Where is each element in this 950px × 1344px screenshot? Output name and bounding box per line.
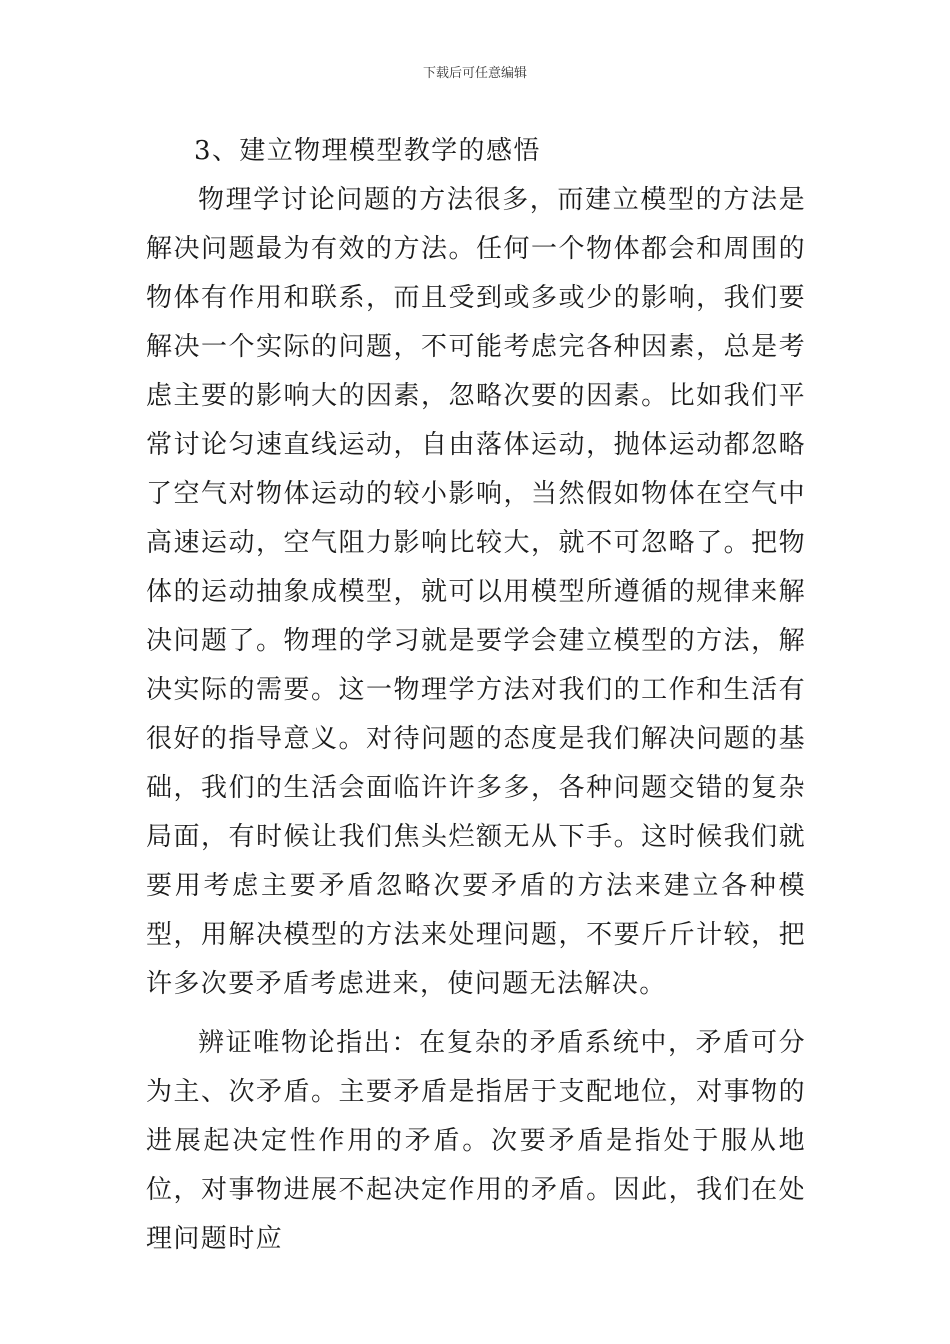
paragraph-dialectical-materialism: 辨证唯物论指出：在复杂的矛盾系统中，矛盾可分为主、次矛盾。主要矛盾是指居于支配地位，对事物的进展起决定性作用的矛盾。次要矛盾是指处于服从地位，对事物进展不起决定作用的矛盾。因此，我们在处理问题时应 — [146, 1028, 806, 1254]
paragraph-modeling-method: 物理学讨论问题的方法很多，而建立模型的方法是解决问题最为有效的方法。任何一个物体都会和周围的物体有作用和联系，而且受到或多或少的影响，我们要解决一个实际的问题，不可能考虑完各种因素，总是考虑主要的影响大的因素，忽略次要的因素。比如我们平常讨论匀速直线运动，自由落体运动，抛体运动都忽略了空气对物体运动的较小影响，当然假如物体在空气中高速运动，空气阻力影响比较大，就不可忽略了。把物体的运动抽象成模型，就可以用模型所遵循的规律来解决问题了。物理的学习就是要学会建立模型的方法，解决实际的需要。这一物理学方法对我们的工作和生活有很好的指导意义。对待问题的态度是我们解决问题的基础，我们的生活会面临许许多多，各种问题交错的复杂局面，有时候让我们焦头烂额无从下手。这时候我们就要用考虑主要矛盾忽略次要矛盾的方法来建立各种模型，用解决模型的方法来处理问题，不要斤斤计较，把许多次要矛盾考虑进来，使问题无法解决。 — [146, 185, 806, 999]
document-body — [146, 127, 806, 1264]
section-heading: 3、建立物理模型教学的感悟 — [194, 136, 541, 166]
page-header: 下载后可任意编辑 — [422, 66, 527, 81]
